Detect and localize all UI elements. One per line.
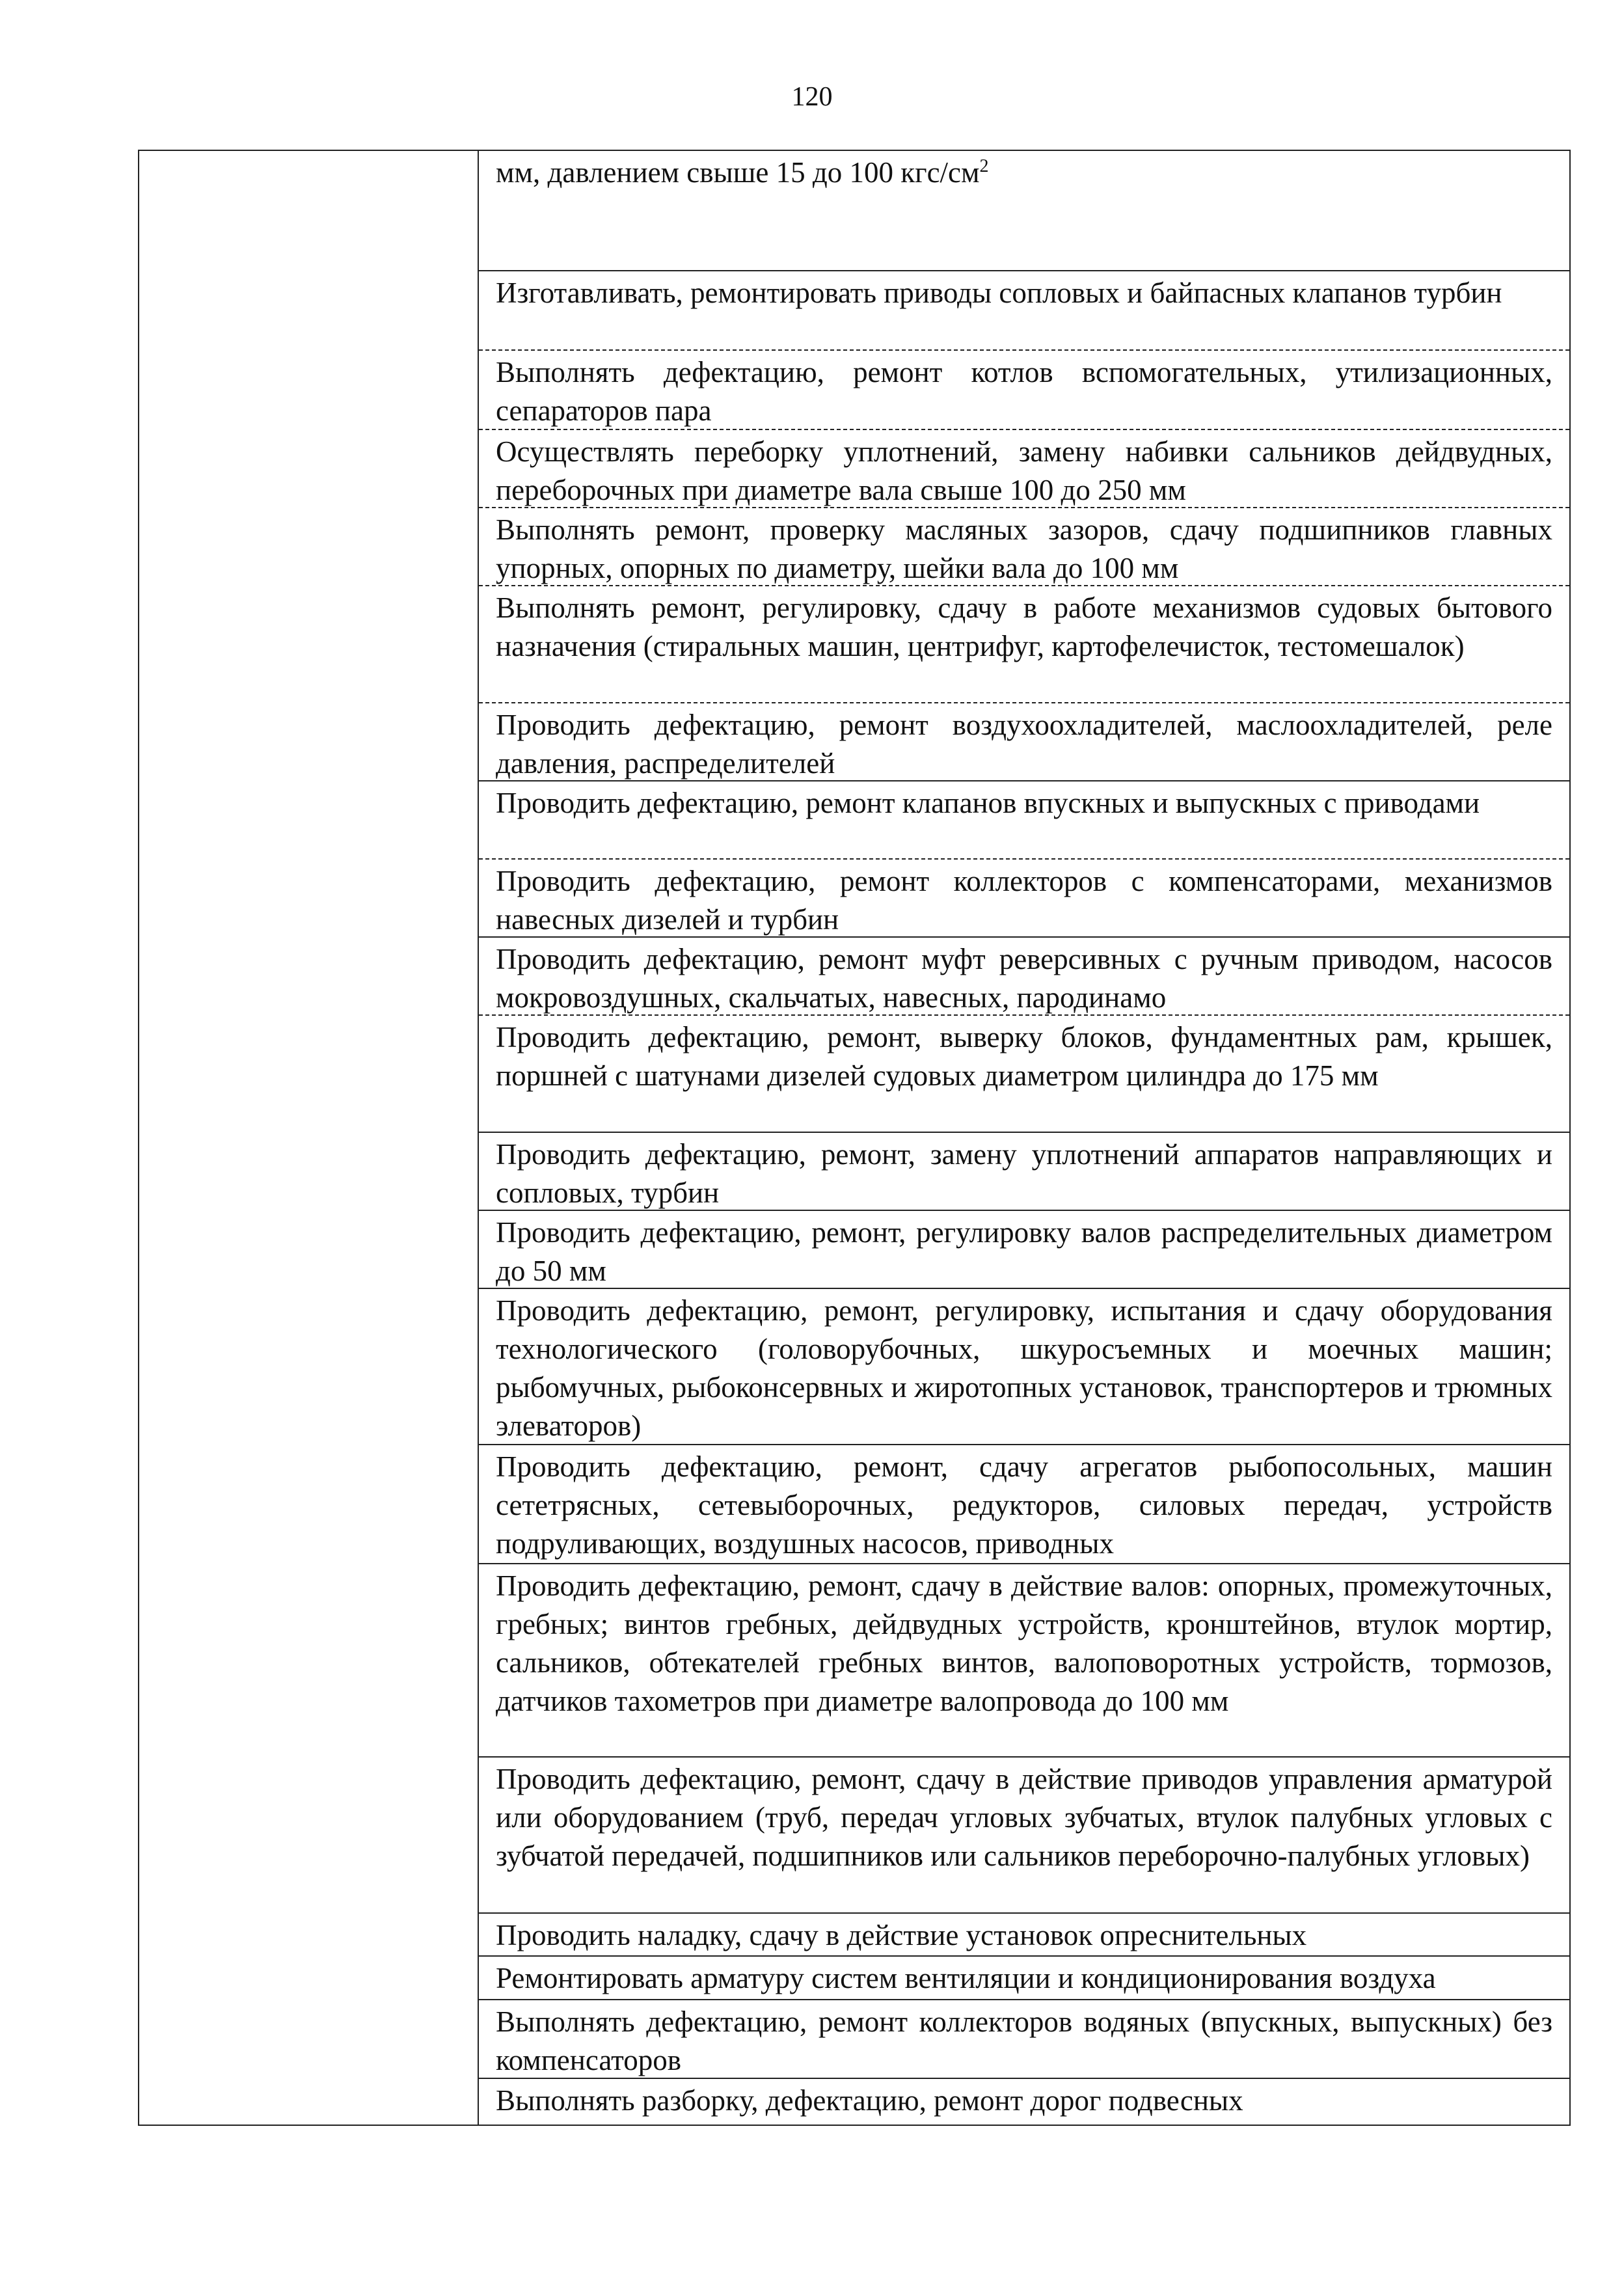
row-text: Проводить дефектацию, ремонт коллекторов с компенсаторами, механизмов навесных дизелей и турбин	[496, 865, 1552, 936]
table-row	[479, 1758, 1569, 1914]
left-empty-cell	[139, 150, 478, 2125]
row-text: Проводить дефектацию, ремонт, сдачу в действие приводов управления арматурой или оборудованием (труб, передач угловых зубчатых, втулок палубных угловых с зубчатой передачей, подшипников или сальников переборочно-палубных угловых)	[496, 1763, 1552, 1872]
table-row	[479, 1564, 1569, 1758]
table-row	[479, 781, 1569, 860]
row-text: Проводить дефектацию, ремонт, сдачу в действие валов: опорных, промежуточных, гребных; винтов гребных, дейдвудных устройств, кронштейнов, втулок мортир, сальников, обтекателей гребных винтов, валоповоротных устройств, тормозов, датчиков тахометров при диаметре валопровода до 100 мм	[496, 1569, 1552, 1717]
table-row	[479, 703, 1569, 781]
row-text: Проводить дефектацию, ремонт, регулировку валов распределительных диаметром до 50 мм	[496, 1216, 1552, 1287]
superscript-2: 2	[979, 156, 989, 176]
row-text: Проводить дефектацию, ремонт, выверку блоков, фундаментных рам, крышек, поршней с шатунами дизелей судовых диаметром цилиндра до 175 мм	[496, 1021, 1552, 1092]
right-cell	[478, 150, 1570, 2125]
row-text: Проводить дефектацию, ремонт клапанов впускных и выпускных с приводами	[496, 787, 1480, 819]
table-row	[479, 430, 1569, 508]
table-row	[479, 1133, 1569, 1211]
row-text: Проводить дефектацию, ремонт, замену уплотнений аппаратов направляющих и сопловых, турбин	[496, 1138, 1552, 1209]
row-text: Проводить дефектацию, ремонт воздухоохладителей, маслоохладителей, реле давления, распределителей	[496, 709, 1552, 780]
duties-table	[138, 150, 1571, 2126]
row-text: Проводить дефектацию, ремонт, сдачу агрегатов рыбопосольных, машин сететрясных, сетевыборочных, редукторов, силовых передач, устройств подруливающих, воздушных насосов, приводных	[496, 1450, 1552, 1560]
table-row	[479, 271, 1569, 351]
table-row	[479, 1289, 1569, 1445]
table-row	[479, 938, 1569, 1016]
row-text: Выполнять дефектацию, ремонт коллекторов водяных (впускных, выпускных) без компенсаторов	[496, 2005, 1552, 2076]
row-text: Проводить дефектацию, ремонт муфт реверсивных с ручным приводом, насосов мокровоздушных, скальчатых, навесных, пародинамо	[496, 943, 1552, 1014]
row-text: Проводить наладку, сдачу в действие установок опреснительных	[496, 1919, 1307, 1951]
table-rows	[479, 151, 1569, 2125]
row-text: Проводить дефектацию, ремонт, регулировку, испытания и сдачу оборудования технологического (головорубочных, шкуросъемных и моечных машин; рыбомучных, рыбоконсервных и жиротопных установок, транспортеров и трюмных элеваторов)	[496, 1294, 1552, 1442]
table-row	[479, 1957, 1569, 2000]
table-row	[479, 351, 1569, 430]
table-row	[479, 1445, 1569, 1564]
table-row	[479, 2000, 1569, 2079]
table-row	[479, 860, 1569, 938]
table-row	[479, 1211, 1569, 1289]
row-text: Ремонтировать арматуру систем вентиляции и кондиционирования воздуха	[496, 1962, 1436, 1994]
table-row	[479, 1914, 1569, 1957]
row-text: Изготавливать, ремонтировать приводы сопловых и байпасных клапанов турбин	[496, 277, 1502, 309]
page-number: 120	[791, 82, 833, 112]
table-row	[479, 508, 1569, 586]
row-text: Выполнять ремонт, регулировку, сдачу в работе механизмов судовых бытового назначения (стиральных машин, центрифуг, картофелечисток, тестомешалок)	[496, 591, 1552, 662]
table-row	[479, 151, 1569, 271]
table-row	[479, 1016, 1569, 1133]
table-row	[479, 2079, 1569, 2125]
row-text: Выполнять разборку, дефектацию, ремонт дорог подвесных	[496, 2084, 1243, 2117]
row-text: мм, давлением свыше 15 до 100 кгс/см	[496, 156, 980, 189]
table-row	[479, 586, 1569, 703]
row-text: Выполнять ремонт, проверку масляных зазоров, сдачу подшипников главных упорных, опорных по диаметру, шейки вала до 100 мм	[496, 513, 1552, 584]
row-text: Осуществлять переборку уплотнений, замену набивки сальников дейдвудных, переборочных при диаметре вала свыше 100 до 250 мм	[496, 435, 1552, 506]
row-text: Выполнять дефектацию, ремонт котлов вспомогательных, утилизационных, сепараторов пара	[496, 356, 1552, 427]
